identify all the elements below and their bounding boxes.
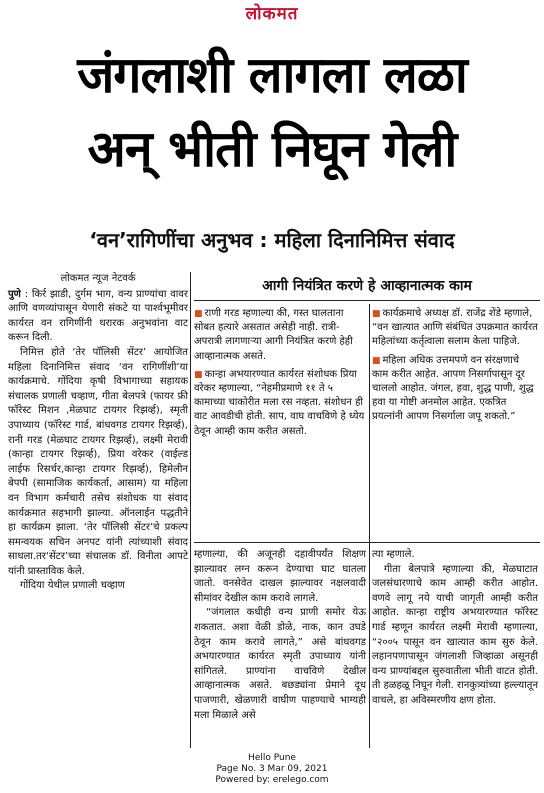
highlight-item — [194, 307, 366, 364]
footer-edition: Hello Pune — [248, 753, 296, 763]
left-paragraph-1 — [8, 288, 188, 346]
square-bullet-icon: ■ — [372, 355, 381, 366]
masthead-logo: लोकमत — [245, 4, 299, 24]
subheadline: ‘वन’रागिणींचा अनुभव : महिला दिनानिमित्त संवाद — [89, 228, 455, 252]
left-column-article — [8, 272, 188, 594]
highlight-box-left — [194, 307, 366, 443]
divider-boxes-bottom — [194, 542, 540, 543]
highlight-item-text: महिला अधिक उत्तमपणे वन संरक्षणाचे काम करीत आहेत. आपण निसर्गापासून दूर चाललो आहोत. जंगल, हवा, शुद्ध पाणी, शुद्ध हवा या गोष्टी अनमोल आहेत. एकत्रित प्रयत्नांनी आपण निसर्गाला जपू शकतो.” — [372, 354, 534, 423]
section-heading: आगी नियंत्रित करणे हे आव्हानात्मक काम — [262, 278, 472, 294]
bottom-mid-paragraph-2: “जंगलात कधीही वन्य प्राणी समोर येऊ शकतात. अशा वेळी डोळे, नाक, कान उघडे ठेवून काम करावे लागते,” असे बांधवगड अभयारण्यात कार्यरत स्मृती उपाध्याय यांनी सांगितले. प्राण्यांना वाचविणे देखील आव्हानात्मक असते. बछड्यांना प्रेमाने दूध पाजणारी, खेळणारी वाघीण पाहण्याचे भाग्यही मला मिळाले असे — [194, 607, 366, 721]
news-agency-byline: लोकमत न्यूज नेटवर्क — [60, 273, 136, 284]
highlight-box-right — [372, 307, 538, 429]
divider-left-column — [190, 272, 191, 748]
bottom-right-paragraph-1: त्या म्हणाले. — [372, 549, 415, 560]
bottom-middle-column — [194, 548, 366, 723]
divider-boxes — [369, 304, 370, 748]
highlight-item — [194, 368, 366, 439]
left-paragraph-1-text: : किर्र झाडी, दुर्गम भाग, वन्य प्राण्यांचा वावर आणि वणव्यांपासून येणारी संकटे या पार्श्वभूमीवर कार्यरत वन रागिणींनी थरारक अनुभवांना वाट करून दिली. — [8, 288, 188, 344]
highlight-item-text: कान्हा अभयारण्यात कार्यरत संशोधक प्रिया वरेकर म्हणाल्या, “नेहमीप्रमाणे ११ ते ५ कामाच्या चाकोरीत मला रस नव्हता. संशोधन ही वाट आवडीची होती. साप, वाघ वाचविणे हे ध्येय ठेवून आम्ही काम करीत असतो. — [194, 368, 365, 437]
headline-line-1: जंगलाशी लागला लळा — [77, 46, 467, 104]
page-footer — [0, 753, 544, 786]
left-paragraph-3: गोंदिया येथील प्रणाली चव्हाण — [20, 580, 125, 592]
bottom-right-column — [372, 548, 538, 709]
highlight-item-text: राणी गरड म्हणाल्या की, गस्त घालताना सोबत हत्यारे असतात असेही नाही. रात्री-अपरात्री लागणाऱ्या आगी नियंत्रित करणे हेही आव्हानात्मक असते. — [194, 308, 353, 362]
bottom-right-paragraph-2: गीता बेलपात्रे म्हणाल्या की, मेळघाटात जलसंधारणाचे काम आम्ही करीत आहोत. वणवे लागू नये याची जागृती आम्ही करीत आहोत. कान्हा राष्ट्रीय अभयारण्यात फॉरेस्ट गार्ड म्हणून कार्यरत लक्ष्मी मेरावी म्हणाल्या, “२००५ पासून वन खात्यात काम सुरु केले. लहानपणापासून जंगलाशी जिव्हाळा असूनही वन्य प्राण्यांबद्दल सुरुवातीला भीती वाटत होती. ती हळहळू निघून गेली. रानकुत्र्यांच्या हल्ल्यातून वाचले, हा अविस्मरणीय क्षण होता. — [372, 563, 538, 706]
highlight-item — [372, 307, 538, 350]
highlight-item-text: कार्यक्रमाचे अध्यक्ष डॉ. राजेंद्र शेंडे म्हणाले, “वन खात्यात आणि संबंधित उपक्रमात कार्यरत महिलांच्या कर्तृत्वाला सलाम केला पाहिजे. — [372, 308, 538, 348]
dateline: पुणे — [8, 288, 21, 300]
left-paragraph-2: निमित्त होते ‘तेर पॉलिसी सेंटर’ आयोजित महिला दिनानिमित्त संवाद ‘वन रागिणींशी’या कार्यक्रमाचे. गोंदिया कृषी विभागाच्या सहायक संचालक प्रणाली चव्हाण, गीता बेलपत्रे (फायर फ्री फॉरेस्ट मिशन ,मेळघाट टायगर रिझर्व्ह), स्मृती उपाध्याय (फॉरेस्ट गार्ड, बांधवगड टायगर रिझर्व्ह), रानी गरड (मेळघाट टायगर रिझर्व्ह), लक्ष्मी मेरावी (कान्हा टायगर रिझर्व्ह), प्रिया वरेकर (वाईल्ड लाईफ रिसर्चर,कान्हा टायगर रिझर्व्ह), हिमेलीन बेपपी (सामाजिक कार्यकर्ता, आसाम) या महिला वन विभाग कर्मचारी तसेच संशोधक या संवाद कार्यक्रमात सहभागी झाल्या. ऑनलाईन पद्धतीने हा कार्यक्रम झाला. ‘तेर पॉलिसी सेंटर’चे प्रकल्प समन्वयक सचिन अनपट यांनी त्यांच्याशी संवाद साधला.तर‘सेंटर’च्या संचालक डॉ. विनीता आपटे यांनी प्रास्ताविक केले. — [8, 346, 188, 577]
footer-powered-by: Powered by: erelego.com — [215, 775, 329, 785]
highlight-item — [372, 354, 538, 425]
footer-page-date: Page No. 3 Mar 09, 2021 — [216, 764, 328, 774]
square-bullet-icon: ■ — [372, 309, 381, 319]
headline-line-2: अन् भीती निघून गेली — [87, 120, 457, 178]
bottom-mid-paragraph-1: म्हणाल्या, की अजूनही दहावीपर्यंत शिक्षण झाल्यावर लग्न करून देण्याचा घाट घातला जातो. वनसेवेत दाखल झाल्यावर नक्षलवादी सीमांवर देखील काम करावे लागले. — [194, 549, 366, 604]
divider-mid-heading-underline — [194, 300, 540, 301]
square-bullet-icon: ■ — [194, 309, 203, 319]
square-bullet-icon: ■ — [194, 369, 203, 380]
